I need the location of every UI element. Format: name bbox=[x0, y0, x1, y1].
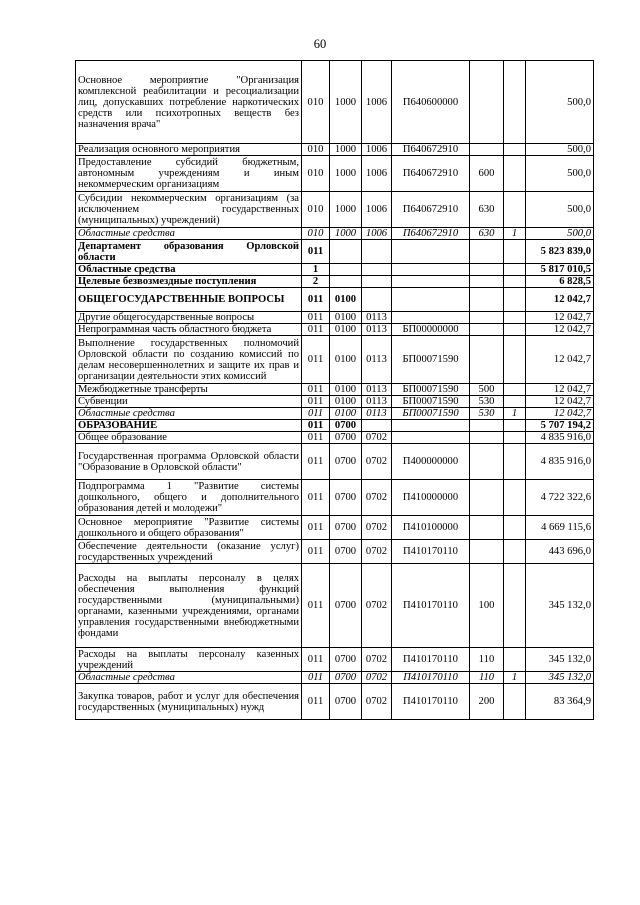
amount: 345 132,0 bbox=[526, 672, 594, 684]
ved-code: 011 bbox=[302, 516, 330, 540]
ved-code: 011 bbox=[302, 444, 330, 480]
expense-type-code bbox=[470, 144, 504, 156]
funding-source-code bbox=[504, 144, 526, 156]
ved-code: 011 bbox=[302, 684, 330, 720]
funding-source-code bbox=[504, 156, 526, 192]
funding-source-code bbox=[504, 420, 526, 432]
funding-source-code: 1 bbox=[504, 228, 526, 240]
row-name: Областные средства bbox=[76, 672, 302, 684]
target-article-code: П640672910 bbox=[392, 228, 470, 240]
expense-type-code: 100 bbox=[470, 564, 504, 648]
expense-type-code bbox=[470, 480, 504, 516]
row-name: Подпрограмма 1 "Развитие системы дошкольного, общего и дополнительного образования детей и молодежи" bbox=[76, 480, 302, 516]
ved-code: 1 bbox=[302, 264, 330, 276]
funding-source-code bbox=[504, 324, 526, 336]
expense-type-code: 530 bbox=[470, 396, 504, 408]
target-article-code: П410000000 bbox=[392, 480, 470, 516]
funding-source-code bbox=[504, 276, 526, 288]
table-row bbox=[76, 61, 594, 144]
ved-code: 010 bbox=[302, 144, 330, 156]
table-row bbox=[76, 540, 594, 564]
ved-code: 011 bbox=[302, 432, 330, 444]
funding-source-code bbox=[504, 540, 526, 564]
row-name: Обеспечение деятельности (оказание услуг) государственных учреждений bbox=[76, 540, 302, 564]
funding-source-code bbox=[504, 312, 526, 324]
amount: 12 042,7 bbox=[526, 312, 594, 324]
amount: 500,0 bbox=[526, 61, 594, 144]
amount: 5 707 194,2 bbox=[526, 420, 594, 432]
row-name: ОБЩЕГОСУДАРСТВЕННЫЕ ВОПРОСЫ bbox=[76, 288, 302, 312]
section-code: 0700 bbox=[330, 432, 362, 444]
subsection-code bbox=[362, 276, 392, 288]
funding-source-code bbox=[504, 288, 526, 312]
subsection-code: 1006 bbox=[362, 228, 392, 240]
row-name: Областные средства bbox=[76, 408, 302, 420]
amount: 345 132,0 bbox=[526, 648, 594, 672]
ved-code: 011 bbox=[302, 324, 330, 336]
amount: 500,0 bbox=[526, 156, 594, 192]
ved-code: 010 bbox=[302, 61, 330, 144]
table-row bbox=[76, 144, 594, 156]
ved-code: 010 bbox=[302, 156, 330, 192]
subsection-code: 0702 bbox=[362, 480, 392, 516]
section-code: 1000 bbox=[330, 144, 362, 156]
subsection-code: 0702 bbox=[362, 684, 392, 720]
expense-type-code bbox=[470, 540, 504, 564]
ved-code: 011 bbox=[302, 384, 330, 396]
target-article-code bbox=[392, 312, 470, 324]
expense-type-code bbox=[470, 324, 504, 336]
funding-source-code bbox=[504, 61, 526, 144]
subsection-code bbox=[362, 420, 392, 432]
expense-type-code: 530 bbox=[470, 408, 504, 420]
target-article-code: БП00000000 bbox=[392, 324, 470, 336]
subsection-code: 0113 bbox=[362, 324, 392, 336]
amount: 5 823 839,0 bbox=[526, 240, 594, 264]
ved-code: 011 bbox=[302, 396, 330, 408]
expense-type-code: 630 bbox=[470, 228, 504, 240]
ved-code: 011 bbox=[302, 540, 330, 564]
amount: 12 042,7 bbox=[526, 408, 594, 420]
row-name: Целевые безвозмездные поступления bbox=[76, 276, 302, 288]
section-code: 0100 bbox=[330, 324, 362, 336]
subsection-code: 0113 bbox=[362, 396, 392, 408]
subsection-code: 1006 bbox=[362, 192, 392, 228]
amount: 12 042,7 bbox=[526, 324, 594, 336]
row-name: Государственная программа Орловской области "Образование в Орловской области" bbox=[76, 444, 302, 480]
expense-type-code bbox=[470, 240, 504, 264]
row-name: Субсидии некоммерческим организациям (за исключением государственных (муниципальных) учреждений) bbox=[76, 192, 302, 228]
table-row bbox=[76, 564, 594, 648]
target-article-code: БП00071590 bbox=[392, 336, 470, 384]
table-row bbox=[76, 648, 594, 672]
expense-type-code bbox=[470, 312, 504, 324]
amount: 4 722 322,6 bbox=[526, 480, 594, 516]
target-article-code: П410100000 bbox=[392, 516, 470, 540]
table-row bbox=[76, 480, 594, 516]
subsection-code: 0702 bbox=[362, 444, 392, 480]
target-article-code: П410170110 bbox=[392, 672, 470, 684]
subsection-code bbox=[362, 288, 392, 312]
target-article-code: П640672910 bbox=[392, 192, 470, 228]
table-row bbox=[76, 192, 594, 228]
row-name: Реализация основного мероприятия bbox=[76, 144, 302, 156]
row-name: Выполнение государственных полномочий Орловской области по созданию комиссий по делам несовершеннолетних и защите их прав и организации деятельности этих комиссий bbox=[76, 336, 302, 384]
funding-source-code bbox=[504, 480, 526, 516]
row-name: Непрограммная часть областного бюджета bbox=[76, 324, 302, 336]
target-article-code: П410170110 bbox=[392, 648, 470, 672]
row-name: Субвенции bbox=[76, 396, 302, 408]
section-code: 0100 bbox=[330, 312, 362, 324]
amount: 443 696,0 bbox=[526, 540, 594, 564]
amount: 12 042,7 bbox=[526, 384, 594, 396]
row-name: Областные средства bbox=[76, 228, 302, 240]
funding-source-code bbox=[504, 240, 526, 264]
table-row bbox=[76, 684, 594, 720]
funding-source-code: 1 bbox=[504, 672, 526, 684]
section-code: 1000 bbox=[330, 61, 362, 144]
target-article-code: П640672910 bbox=[392, 144, 470, 156]
section-code: 0700 bbox=[330, 684, 362, 720]
target-article-code: П410170110 bbox=[392, 684, 470, 720]
subsection-code: 0702 bbox=[362, 540, 392, 564]
table-row bbox=[76, 432, 594, 444]
row-name: Предоставление субсидий бюджетным, автономным учреждениям и иным некоммерческим организациям bbox=[76, 156, 302, 192]
amount: 5 817 010,5 bbox=[526, 264, 594, 276]
amount: 500,0 bbox=[526, 192, 594, 228]
target-article-code: БП00071590 bbox=[392, 396, 470, 408]
funding-source-code bbox=[504, 684, 526, 720]
ved-code: 011 bbox=[302, 564, 330, 648]
amount: 6 828,5 bbox=[526, 276, 594, 288]
expense-type-code: 200 bbox=[470, 684, 504, 720]
table-row bbox=[76, 516, 594, 540]
amount: 4 669 115,6 bbox=[526, 516, 594, 540]
row-name: Межбюджетные трансферты bbox=[76, 384, 302, 396]
section-code: 0100 bbox=[330, 408, 362, 420]
section-code: 0100 bbox=[330, 396, 362, 408]
ved-code: 010 bbox=[302, 228, 330, 240]
table-row bbox=[76, 408, 594, 420]
expense-type-code bbox=[470, 288, 504, 312]
expense-type-code: 110 bbox=[470, 648, 504, 672]
expense-type-code bbox=[470, 420, 504, 432]
funding-source-code bbox=[504, 648, 526, 672]
section-code: 1000 bbox=[330, 228, 362, 240]
amount: 12 042,7 bbox=[526, 336, 594, 384]
target-article-code bbox=[392, 432, 470, 444]
target-article-code: П640672910 bbox=[392, 156, 470, 192]
amount: 12 042,7 bbox=[526, 288, 594, 312]
funding-source-code: 1 bbox=[504, 408, 526, 420]
section-code: 0700 bbox=[330, 516, 362, 540]
funding-source-code bbox=[504, 396, 526, 408]
expense-type-code bbox=[470, 444, 504, 480]
amount: 500,0 bbox=[526, 228, 594, 240]
ved-code: 011 bbox=[302, 420, 330, 432]
subsection-code: 0113 bbox=[362, 336, 392, 384]
target-article-code: П410170110 bbox=[392, 564, 470, 648]
ved-code: 011 bbox=[302, 336, 330, 384]
funding-source-code bbox=[504, 516, 526, 540]
row-name: ОБРАЗОВАНИЕ bbox=[76, 420, 302, 432]
row-name: Основное мероприятие "Развитие системы дошкольного и общего образования" bbox=[76, 516, 302, 540]
row-name: Департамент образования Орловской области bbox=[76, 240, 302, 264]
table-row bbox=[76, 420, 594, 432]
amount: 500,0 bbox=[526, 144, 594, 156]
table-row bbox=[76, 312, 594, 324]
row-name: Основное мероприятие "Организация комплексной реабилитации и ресоциализации лиц, допускавших потребление наркотических средств или психотропных веществ без назначения врача" bbox=[76, 61, 302, 144]
amount: 4 835 916,0 bbox=[526, 432, 594, 444]
ved-code: 010 bbox=[302, 192, 330, 228]
amount: 83 364,9 bbox=[526, 684, 594, 720]
subsection-code: 1006 bbox=[362, 61, 392, 144]
funding-source-code bbox=[504, 444, 526, 480]
target-article-code bbox=[392, 276, 470, 288]
target-article-code bbox=[392, 264, 470, 276]
funding-source-code bbox=[504, 384, 526, 396]
row-name: Общее образование bbox=[76, 432, 302, 444]
target-article-code: П410170110 bbox=[392, 540, 470, 564]
ved-code: 011 bbox=[302, 312, 330, 324]
row-name: Расходы на выплаты персоналу в целях обеспечения выполнения функций государственными (муниципальными) органами, казенными учреждениями, органами управления государственными внебюджетными фондами bbox=[76, 564, 302, 648]
ved-code: 011 bbox=[302, 408, 330, 420]
section-code: 1000 bbox=[330, 156, 362, 192]
section-code: 0700 bbox=[330, 540, 362, 564]
ved-code: 011 bbox=[302, 480, 330, 516]
ved-code: 2 bbox=[302, 276, 330, 288]
section-code: 0100 bbox=[330, 384, 362, 396]
section-code: 0700 bbox=[330, 564, 362, 648]
section-code: 1000 bbox=[330, 192, 362, 228]
table-row bbox=[76, 384, 594, 396]
subsection-code: 0702 bbox=[362, 648, 392, 672]
section-code: 0100 bbox=[330, 288, 362, 312]
section-code bbox=[330, 276, 362, 288]
section-code: 0700 bbox=[330, 672, 362, 684]
budget-table bbox=[75, 60, 594, 720]
amount: 345 132,0 bbox=[526, 564, 594, 648]
table-row bbox=[76, 264, 594, 276]
funding-source-code bbox=[504, 336, 526, 384]
target-article-code bbox=[392, 240, 470, 264]
target-article-code bbox=[392, 420, 470, 432]
subsection-code: 1006 bbox=[362, 144, 392, 156]
expense-type-code bbox=[470, 336, 504, 384]
ved-code: 011 bbox=[302, 648, 330, 672]
row-name: Закупка товаров, работ и услуг для обеспечения государственных (муниципальных) нужд bbox=[76, 684, 302, 720]
target-article-code bbox=[392, 288, 470, 312]
target-article-code: П640600000 bbox=[392, 61, 470, 144]
target-article-code: БП00071590 bbox=[392, 384, 470, 396]
subsection-code: 0702 bbox=[362, 516, 392, 540]
expense-type-code: 500 bbox=[470, 384, 504, 396]
table-row bbox=[76, 276, 594, 288]
expense-type-code bbox=[470, 276, 504, 288]
subsection-code: 0702 bbox=[362, 564, 392, 648]
table-row bbox=[76, 240, 594, 264]
section-code: 0700 bbox=[330, 480, 362, 516]
funding-source-code bbox=[504, 192, 526, 228]
row-name: Областные средства bbox=[76, 264, 302, 276]
ved-code: 011 bbox=[302, 240, 330, 264]
target-article-code: БП00071590 bbox=[392, 408, 470, 420]
row-name: Расходы на выплаты персоналу казенных учреждений bbox=[76, 648, 302, 672]
ved-code: 011 bbox=[302, 672, 330, 684]
table-row bbox=[76, 228, 594, 240]
table-row bbox=[76, 672, 594, 684]
row-name: Другие общегосударственные вопросы bbox=[76, 312, 302, 324]
funding-source-code bbox=[504, 432, 526, 444]
subsection-code bbox=[362, 264, 392, 276]
amount: 12 042,7 bbox=[526, 396, 594, 408]
subsection-code: 1006 bbox=[362, 156, 392, 192]
expense-type-code: 110 bbox=[470, 672, 504, 684]
subsection-code: 0702 bbox=[362, 672, 392, 684]
table-row bbox=[76, 288, 594, 312]
table-row bbox=[76, 156, 594, 192]
expense-type-code: 600 bbox=[470, 156, 504, 192]
subsection-code: 0702 bbox=[362, 432, 392, 444]
funding-source-code bbox=[504, 564, 526, 648]
table-row bbox=[76, 444, 594, 480]
section-code: 0700 bbox=[330, 648, 362, 672]
section-code: 0700 bbox=[330, 420, 362, 432]
section-code: 0700 bbox=[330, 444, 362, 480]
subsection-code: 0113 bbox=[362, 384, 392, 396]
target-article-code: П400000000 bbox=[392, 444, 470, 480]
ved-code: 011 bbox=[302, 288, 330, 312]
funding-source-code bbox=[504, 264, 526, 276]
subsection-code: 0113 bbox=[362, 312, 392, 324]
expense-type-code: 630 bbox=[470, 192, 504, 228]
table-row bbox=[76, 396, 594, 408]
expense-type-code bbox=[470, 432, 504, 444]
table-row bbox=[76, 324, 594, 336]
expense-type-code bbox=[470, 61, 504, 144]
section-code: 0100 bbox=[330, 336, 362, 384]
table-row bbox=[76, 336, 594, 384]
expense-type-code bbox=[470, 516, 504, 540]
section-code bbox=[330, 240, 362, 264]
subsection-code: 0113 bbox=[362, 408, 392, 420]
expense-type-code bbox=[470, 264, 504, 276]
page-number: 60 bbox=[313, 37, 327, 51]
amount: 4 835 916,0 bbox=[526, 444, 594, 480]
subsection-code bbox=[362, 240, 392, 264]
section-code bbox=[330, 264, 362, 276]
